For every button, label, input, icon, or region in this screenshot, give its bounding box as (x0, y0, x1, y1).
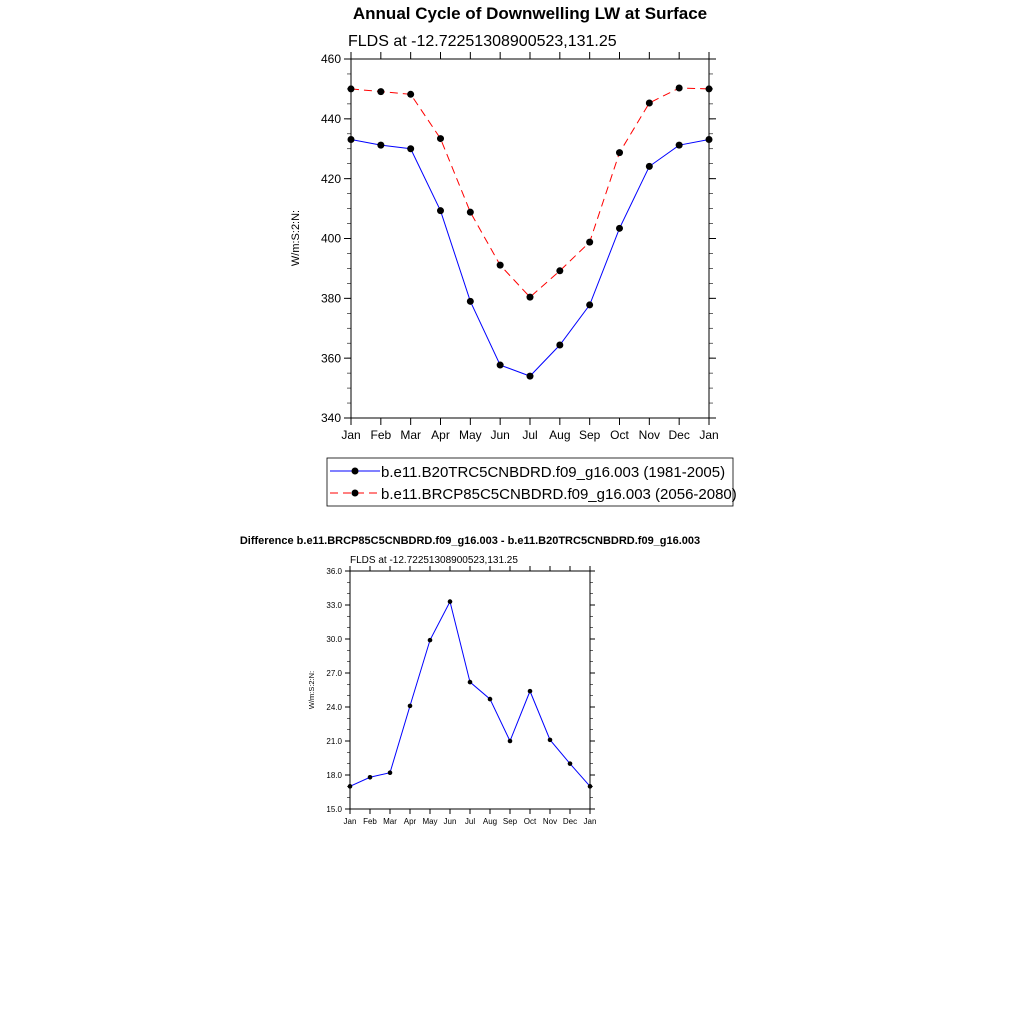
chart2-subtitle: FLDS at -12.72251308900523,131.25 (350, 555, 518, 566)
data-point (528, 689, 533, 694)
y-tick-label: 27.0 (326, 668, 342, 678)
legend-label-0: b.e11.B20TRC5CNBDRD.f09_g16.003 (1981-2005) (381, 464, 726, 481)
data-point (497, 362, 504, 369)
x-tick-label: Feb (370, 428, 392, 442)
x-tick-label: Oct (610, 428, 629, 442)
data-point (348, 784, 353, 789)
plot-frame (351, 59, 709, 418)
data-point (548, 738, 553, 743)
data-point (556, 342, 563, 349)
y-tick-label: 380 (320, 291, 341, 306)
data-point (437, 135, 444, 142)
data-point (508, 739, 513, 744)
y-tick-label: 360 (320, 351, 341, 366)
data-point (646, 163, 653, 170)
series-line-0 (350, 602, 590, 787)
data-point (488, 697, 493, 702)
x-tick-label: May (458, 428, 482, 442)
x-tick-label: Jan (341, 428, 361, 442)
x-tick-label: Jan (699, 428, 719, 442)
data-point (568, 761, 573, 766)
chart1-title: Annual Cycle of Downwelling LW at Surface (352, 4, 708, 23)
data-point (428, 638, 433, 643)
data-point (586, 239, 593, 246)
data-point (527, 294, 534, 301)
x-tick-label: Apr (403, 817, 417, 826)
x-tick-label: Jul (464, 817, 476, 826)
y-tick-label: 440 (320, 112, 341, 127)
y-tick-label: 24.0 (326, 702, 342, 712)
data-point (646, 99, 653, 106)
data-point (437, 207, 444, 214)
y-tick-label: 18.0 (326, 770, 342, 780)
x-tick-label: Sep (578, 428, 601, 442)
y-tick-label: 36.0 (326, 566, 342, 576)
legend-marker-0 (352, 468, 359, 475)
x-tick-label: Nov (542, 817, 558, 826)
data-point (527, 373, 534, 380)
legend-label-1: b.e11.BRCP85C5CNBDRD.f09_g16.003 (2056-2080) (381, 486, 737, 503)
data-point (368, 775, 373, 780)
x-tick-label: May (422, 817, 438, 826)
chart2-plot (326, 566, 596, 826)
x-tick-label: Apr (431, 428, 450, 442)
data-point (706, 85, 713, 92)
x-tick-label: Dec (562, 817, 578, 826)
x-tick-label: Aug (549, 428, 571, 442)
y-tick-label: 21.0 (326, 736, 342, 746)
y-tick-label: 340 (320, 411, 341, 426)
data-point (377, 142, 384, 149)
data-point (407, 145, 414, 152)
data-point (467, 209, 474, 216)
series-line-0 (351, 139, 709, 376)
x-tick-label: Jun (443, 817, 457, 826)
x-tick-label: Nov (638, 428, 661, 442)
y-tick-label: 460 (320, 52, 341, 67)
data-point (706, 136, 713, 143)
data-point (616, 149, 623, 156)
chart1-plot (321, 52, 719, 442)
data-point (588, 784, 593, 789)
data-point (556, 267, 563, 274)
chart1-ylabel: W/m:S:2:N: (290, 209, 302, 267)
y-tick-label: 420 (320, 171, 341, 186)
chart1-subtitle: FLDS at -12.72251308900523,131.25 (348, 33, 617, 50)
x-tick-label: Aug (482, 817, 498, 826)
chart1-legend (327, 458, 737, 506)
data-point (377, 88, 384, 95)
x-tick-label: Jan (343, 817, 357, 826)
chart2-ylabel: W/m:S:2:N: (307, 670, 316, 710)
data-point (467, 298, 474, 305)
data-point (448, 599, 453, 604)
y-tick-label: 30.0 (326, 634, 342, 644)
data-point (586, 301, 593, 308)
y-tick-label: 33.0 (326, 600, 342, 610)
data-point (407, 91, 414, 98)
x-tick-label: Sep (502, 817, 518, 826)
data-point (408, 704, 413, 709)
chart2-title: Difference b.e11.BRCP85C5CNBDRD.f09_g16.003 - b.e11.B20TRC5CNBDRD.f09_g16.003 (239, 535, 701, 547)
legend-marker-1 (352, 490, 359, 497)
x-tick-label: Feb (363, 817, 377, 826)
data-point (348, 85, 355, 92)
data-point (497, 262, 504, 269)
data-point (468, 680, 473, 685)
x-tick-label: Jan (583, 817, 597, 826)
y-tick-label: 400 (320, 231, 341, 246)
data-point (616, 225, 623, 232)
x-tick-label: Mar (383, 817, 397, 826)
x-tick-label: Dec (668, 428, 690, 442)
x-tick-label: Oct (523, 817, 537, 826)
data-point (388, 770, 393, 775)
data-point (676, 85, 683, 92)
x-tick-label: Mar (400, 428, 422, 442)
series-line-1 (351, 88, 709, 297)
data-point (348, 136, 355, 143)
y-tick-label: 15.0 (326, 804, 342, 814)
x-tick-label: Jul (522, 428, 538, 442)
x-tick-label: Jun (490, 428, 510, 442)
data-point (676, 142, 683, 149)
